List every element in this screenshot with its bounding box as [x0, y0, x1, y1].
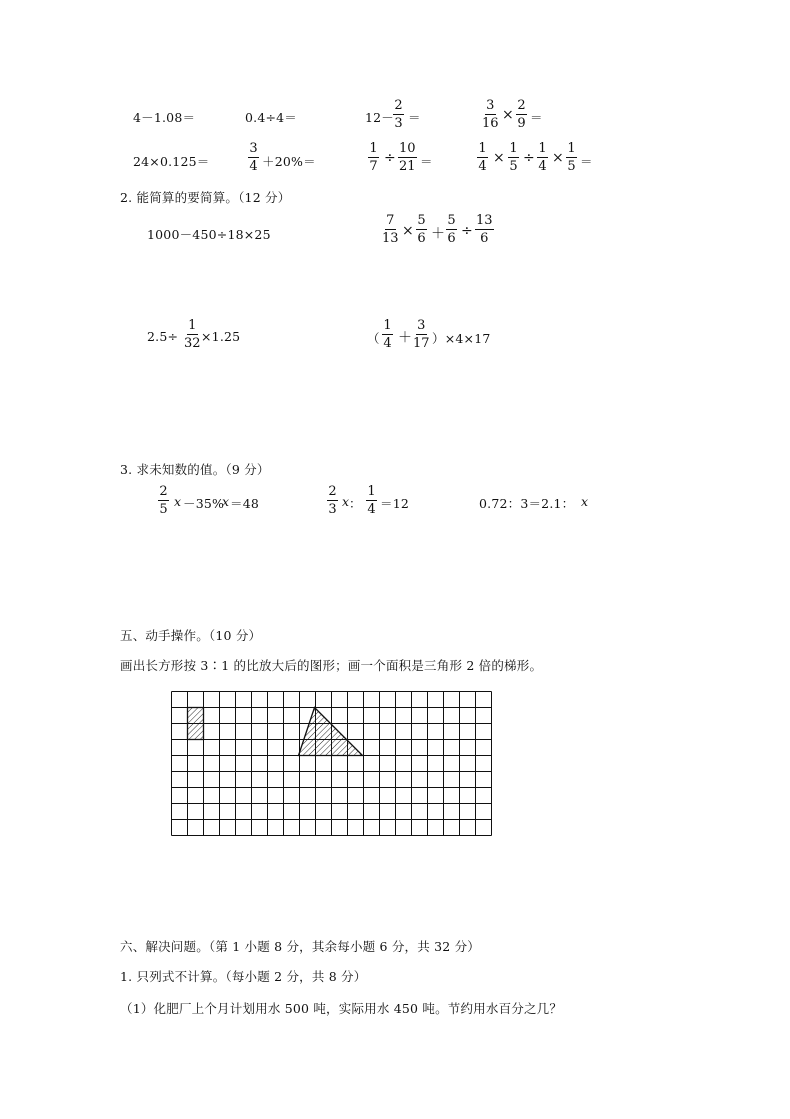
fraction: $\frac{1}{4}$ [478, 141, 487, 174]
fraction: $\frac{2}{9}$ [517, 98, 526, 131]
equation-1-suffix: ＝48 [230, 496, 260, 511]
calc-r1-c-suffix: ＝ [408, 110, 421, 125]
fraction: $\frac{1}{7}$ [369, 141, 378, 174]
fraction: $\frac{10}{21}$ [399, 141, 416, 174]
fraction: $\frac{13}{6}$ [476, 213, 493, 246]
equation-1-mid: －35% [183, 496, 225, 511]
equation-3-prefix: 0.72：3＝2.1： [479, 496, 575, 511]
ratio-colon: ： [349, 496, 362, 511]
calc-r2-d-suffix: ＝ [580, 154, 593, 169]
square-grid [170, 690, 506, 836]
problem-2-1: 1000－450÷18×25 [147, 227, 271, 242]
calc-r1-a: 4－1.08＝ [133, 110, 196, 125]
fraction: $\frac{1}{5}$ [509, 141, 518, 174]
section6-title: 六、解决问题。（第 1 小题 8 分，其余每小题 6 分，共 32 分） [120, 939, 481, 954]
calc-r2-c-suffix: ＝ [420, 154, 433, 169]
operator: × [502, 107, 514, 123]
fraction: $\frac{1}{32}$ [184, 318, 201, 351]
calc-r2-a: 24×0.125＝ [133, 154, 210, 169]
operator: ÷ [461, 223, 473, 239]
calc-r1-b: 0.4÷4＝ [245, 110, 298, 125]
operator: ÷ [384, 150, 396, 166]
fraction: $\frac{3}{16}$ [482, 98, 499, 131]
shaded-rectangle [188, 708, 204, 740]
shaded-triangle [299, 708, 363, 756]
section6-sub1: 1. 只列式不计算。（每小题 2 分，共 8 分） [120, 969, 367, 984]
fraction: $\frac{1}{4}$ [538, 141, 547, 174]
fraction: $\frac{1}{4}$ [367, 484, 376, 517]
operator: ＋ [431, 226, 445, 242]
calc-r1-c-prefix: 12－ [365, 110, 395, 125]
calc-r2-b-suffix: ＋20%＝ [262, 154, 316, 169]
equation-2-suffix: ＝12 [380, 496, 410, 511]
unknown-x: x [222, 494, 230, 509]
calc-r1-d-suffix: ＝ [530, 110, 543, 125]
unknown-x: x [174, 494, 182, 509]
fraction: $\frac{2}{5}$ [159, 484, 168, 517]
section5-instruction: 画出长方形按 3∶1 的比放大后的图形；画一个面积是三角形 2 倍的梯形。 [120, 658, 543, 673]
section3-title: 3. 求未知数的值。（9 分） [120, 462, 270, 477]
open-paren: （ [367, 331, 380, 346]
fraction: $\frac{7}{13}$ [382, 213, 399, 246]
unknown-x: x [342, 494, 350, 509]
fraction: $\frac{5}{6}$ [447, 213, 456, 246]
fraction: $\frac{1}{4}$ [383, 318, 392, 351]
section2-title: 2. 能简算的要简算。（12 分） [120, 190, 291, 205]
unknown-x: x [581, 494, 589, 509]
section5-title: 五、动手操作。（10 分） [120, 628, 262, 643]
problem-2-3-prefix: 2.5÷ [147, 329, 179, 344]
operator: ＋ [398, 330, 412, 346]
fraction: $\frac{5}{6}$ [417, 213, 426, 246]
problem-2-4-suffix: ）×4×17 [432, 331, 491, 346]
operator: × [402, 223, 414, 239]
question-1: （1）化肥厂上个月计划用水 500 吨，实际用水 450 吨。节约用水百分之几？ [120, 1001, 563, 1016]
operator: × [552, 150, 564, 166]
fraction: $\frac{2}{3}$ [394, 98, 403, 131]
fraction: $\frac{3}{17}$ [413, 318, 430, 351]
operator: ÷ [523, 150, 535, 166]
operator: × [493, 150, 505, 166]
fraction: $\frac{3}{4}$ [249, 141, 258, 174]
problem-2-3-suffix: ×1.25 [201, 329, 241, 344]
fraction: $\frac{1}{5}$ [567, 141, 576, 174]
fraction: $\frac{2}{3}$ [328, 484, 337, 517]
